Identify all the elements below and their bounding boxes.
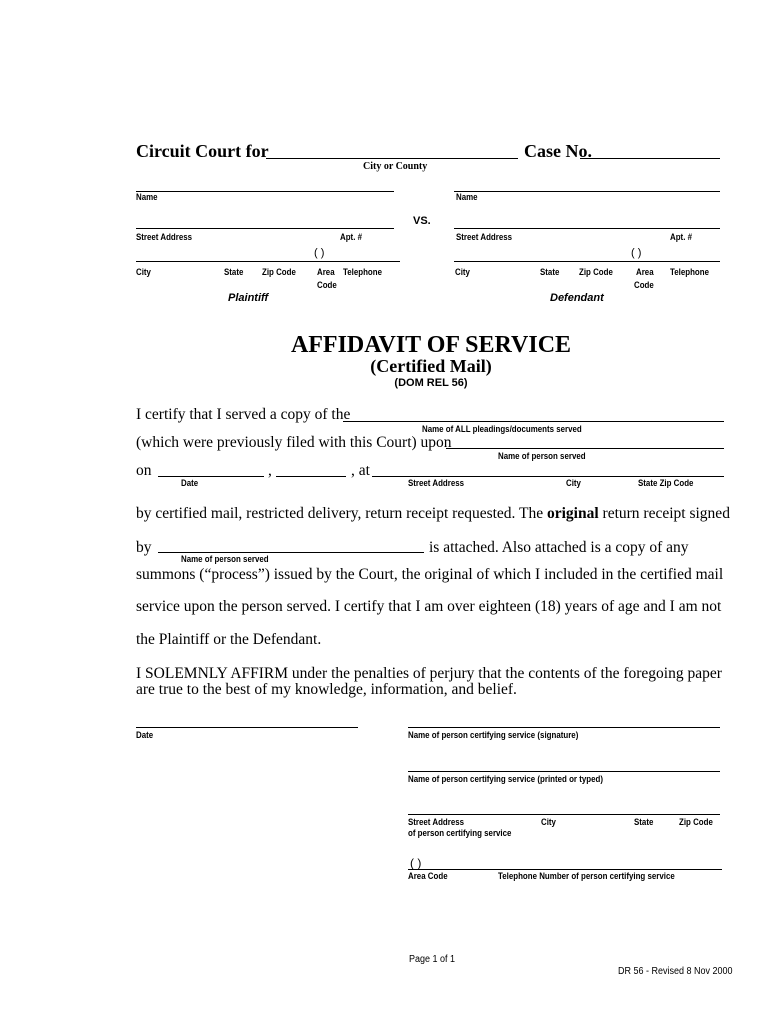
defendant-apt-label: Apt. # <box>670 232 693 242</box>
defendant-state-label: State <box>540 267 560 277</box>
plaintiff-name-label: Name <box>136 192 158 202</box>
defendant-role-label: Defendant <box>550 292 604 304</box>
plaintiff-state-label: State <box>224 267 244 277</box>
date-served-field[interactable] <box>158 476 264 477</box>
filed-text: (which were previously filed with this Court) upon <box>136 434 452 451</box>
parties-text: the Plaintiff or the Defendant. <box>136 631 322 648</box>
signature-field[interactable] <box>408 727 720 728</box>
attached-text: is attached. Also attached is a copy of any <box>429 539 689 556</box>
plaintiff-area-label: Area <box>317 267 335 277</box>
plaintiff-phone-label: Telephone <box>343 267 383 277</box>
form-title: AFFIDAVIT OF SERVICE <box>290 332 572 358</box>
comma-text: , <box>268 462 272 479</box>
served-city-label: City <box>566 478 581 488</box>
defendant-city-label: City <box>455 267 470 277</box>
page-number: Page 1 of 1 <box>409 954 456 965</box>
person-served-field[interactable] <box>446 448 724 449</box>
plaintiff-street-field[interactable] <box>136 228 394 229</box>
certifier-street-label: Street Address <box>408 817 465 827</box>
certified-mail-part-1: by certified mail, restricted delivery, return receipt requested. The <box>136 505 547 522</box>
certifier-phone-field[interactable] <box>408 869 722 870</box>
defendant-name-label: Name <box>456 192 478 202</box>
defendant-phone-label: Telephone <box>670 267 710 277</box>
served-address-field[interactable] <box>372 476 724 477</box>
certifier-city-label: City <box>541 817 556 827</box>
city-county-label: City or County <box>363 161 428 172</box>
receipt-signer-field[interactable] <box>158 552 424 553</box>
defendant-zip-label: Zip Code <box>579 267 613 277</box>
time-served-field[interactable] <box>276 476 346 477</box>
defendant-street-field[interactable] <box>454 228 720 229</box>
affirm-line-2: are true to the best of my knowledge, information, and belief. <box>136 681 517 698</box>
summons-text: summons (“process”) issued by the Court, the original of which I included in the certified mail <box>136 566 724 583</box>
defendant-street-label: Street Address <box>456 232 513 242</box>
certifier-phone-label: Telephone Number of person certifying service <box>498 871 675 881</box>
plaintiff-apt-label: Apt. # <box>340 232 363 242</box>
pleadings-label: Name of ALL pleadings/documents served <box>422 424 582 434</box>
plaintiff-city-label: City <box>136 267 151 277</box>
on-text: on <box>136 462 152 479</box>
signature-date-label: Date <box>136 730 154 740</box>
plaintiff-area-paren: ( ) <box>314 247 325 259</box>
served-state-zip-label: State Zip Code <box>638 478 694 488</box>
at-text: , at <box>351 462 370 479</box>
defendant-code-label: Code <box>634 280 654 290</box>
person-served-label: Name of person served <box>498 451 586 461</box>
service-text: service upon the person served. I certify that I am over eighteen (18) years of age and I am not <box>136 598 722 615</box>
certifier-area-code-label: Area Code <box>408 871 448 881</box>
vs-label: VS. <box>413 215 431 227</box>
certifier-state-label: State <box>634 817 654 827</box>
certifier-zip-label: Zip Code <box>679 817 713 827</box>
signature-label: Name of person certifying service (signature) <box>408 730 579 740</box>
plaintiff-role-label: Plaintiff <box>228 292 269 304</box>
certifier-street-label-2: of person certifying service <box>408 828 512 838</box>
defendant-name-field[interactable] <box>454 191 720 192</box>
form-revision: DR 56 - Revised 8 Nov 2000 <box>618 966 733 977</box>
court-label: Circuit Court for <box>136 141 269 161</box>
certifier-area-paren: ( ) <box>410 856 422 870</box>
plaintiff-name-field[interactable] <box>136 191 394 192</box>
served-street-label: Street Address <box>408 478 465 488</box>
original-word: original <box>547 505 599 522</box>
certifier-address-field[interactable] <box>408 814 720 815</box>
plaintiff-zip-label: Zip Code <box>262 267 296 277</box>
plaintiff-code-label: Code <box>317 280 337 290</box>
form-code: (DOM REL 56) <box>394 377 468 389</box>
printed-name-label: Name of person certifying service (printed or typed) <box>408 774 603 784</box>
case-number-field[interactable] <box>580 158 720 159</box>
person-served-label-2: Name of person served <box>181 554 269 564</box>
certified-mail-text <box>136 505 730 523</box>
printed-name-field[interactable] <box>408 771 720 772</box>
plaintiff-city-line-field[interactable] <box>136 261 400 262</box>
defendant-area-label: Area <box>636 267 654 277</box>
defendant-area-paren: ( ) <box>631 247 642 259</box>
defendant-city-line-field[interactable] <box>454 261 720 262</box>
signature-date-field[interactable] <box>136 727 358 728</box>
served-date-label: Date <box>181 478 199 488</box>
plaintiff-street-label: Street Address <box>136 232 193 242</box>
by-text: by <box>136 539 152 556</box>
affirm-line-1: I SOLEMNLY AFFIRM under the penalties of perjury that the contents of the foregoing paper <box>136 665 722 682</box>
form-subtitle: (Certified Mail) <box>370 356 492 376</box>
pleadings-field[interactable] <box>343 421 724 422</box>
certified-mail-part-2: return receipt signed <box>598 505 730 522</box>
case-label: Case No. <box>524 141 592 161</box>
certify-text: I certify that I served a copy of the <box>136 406 351 423</box>
court-field[interactable] <box>266 158 518 159</box>
